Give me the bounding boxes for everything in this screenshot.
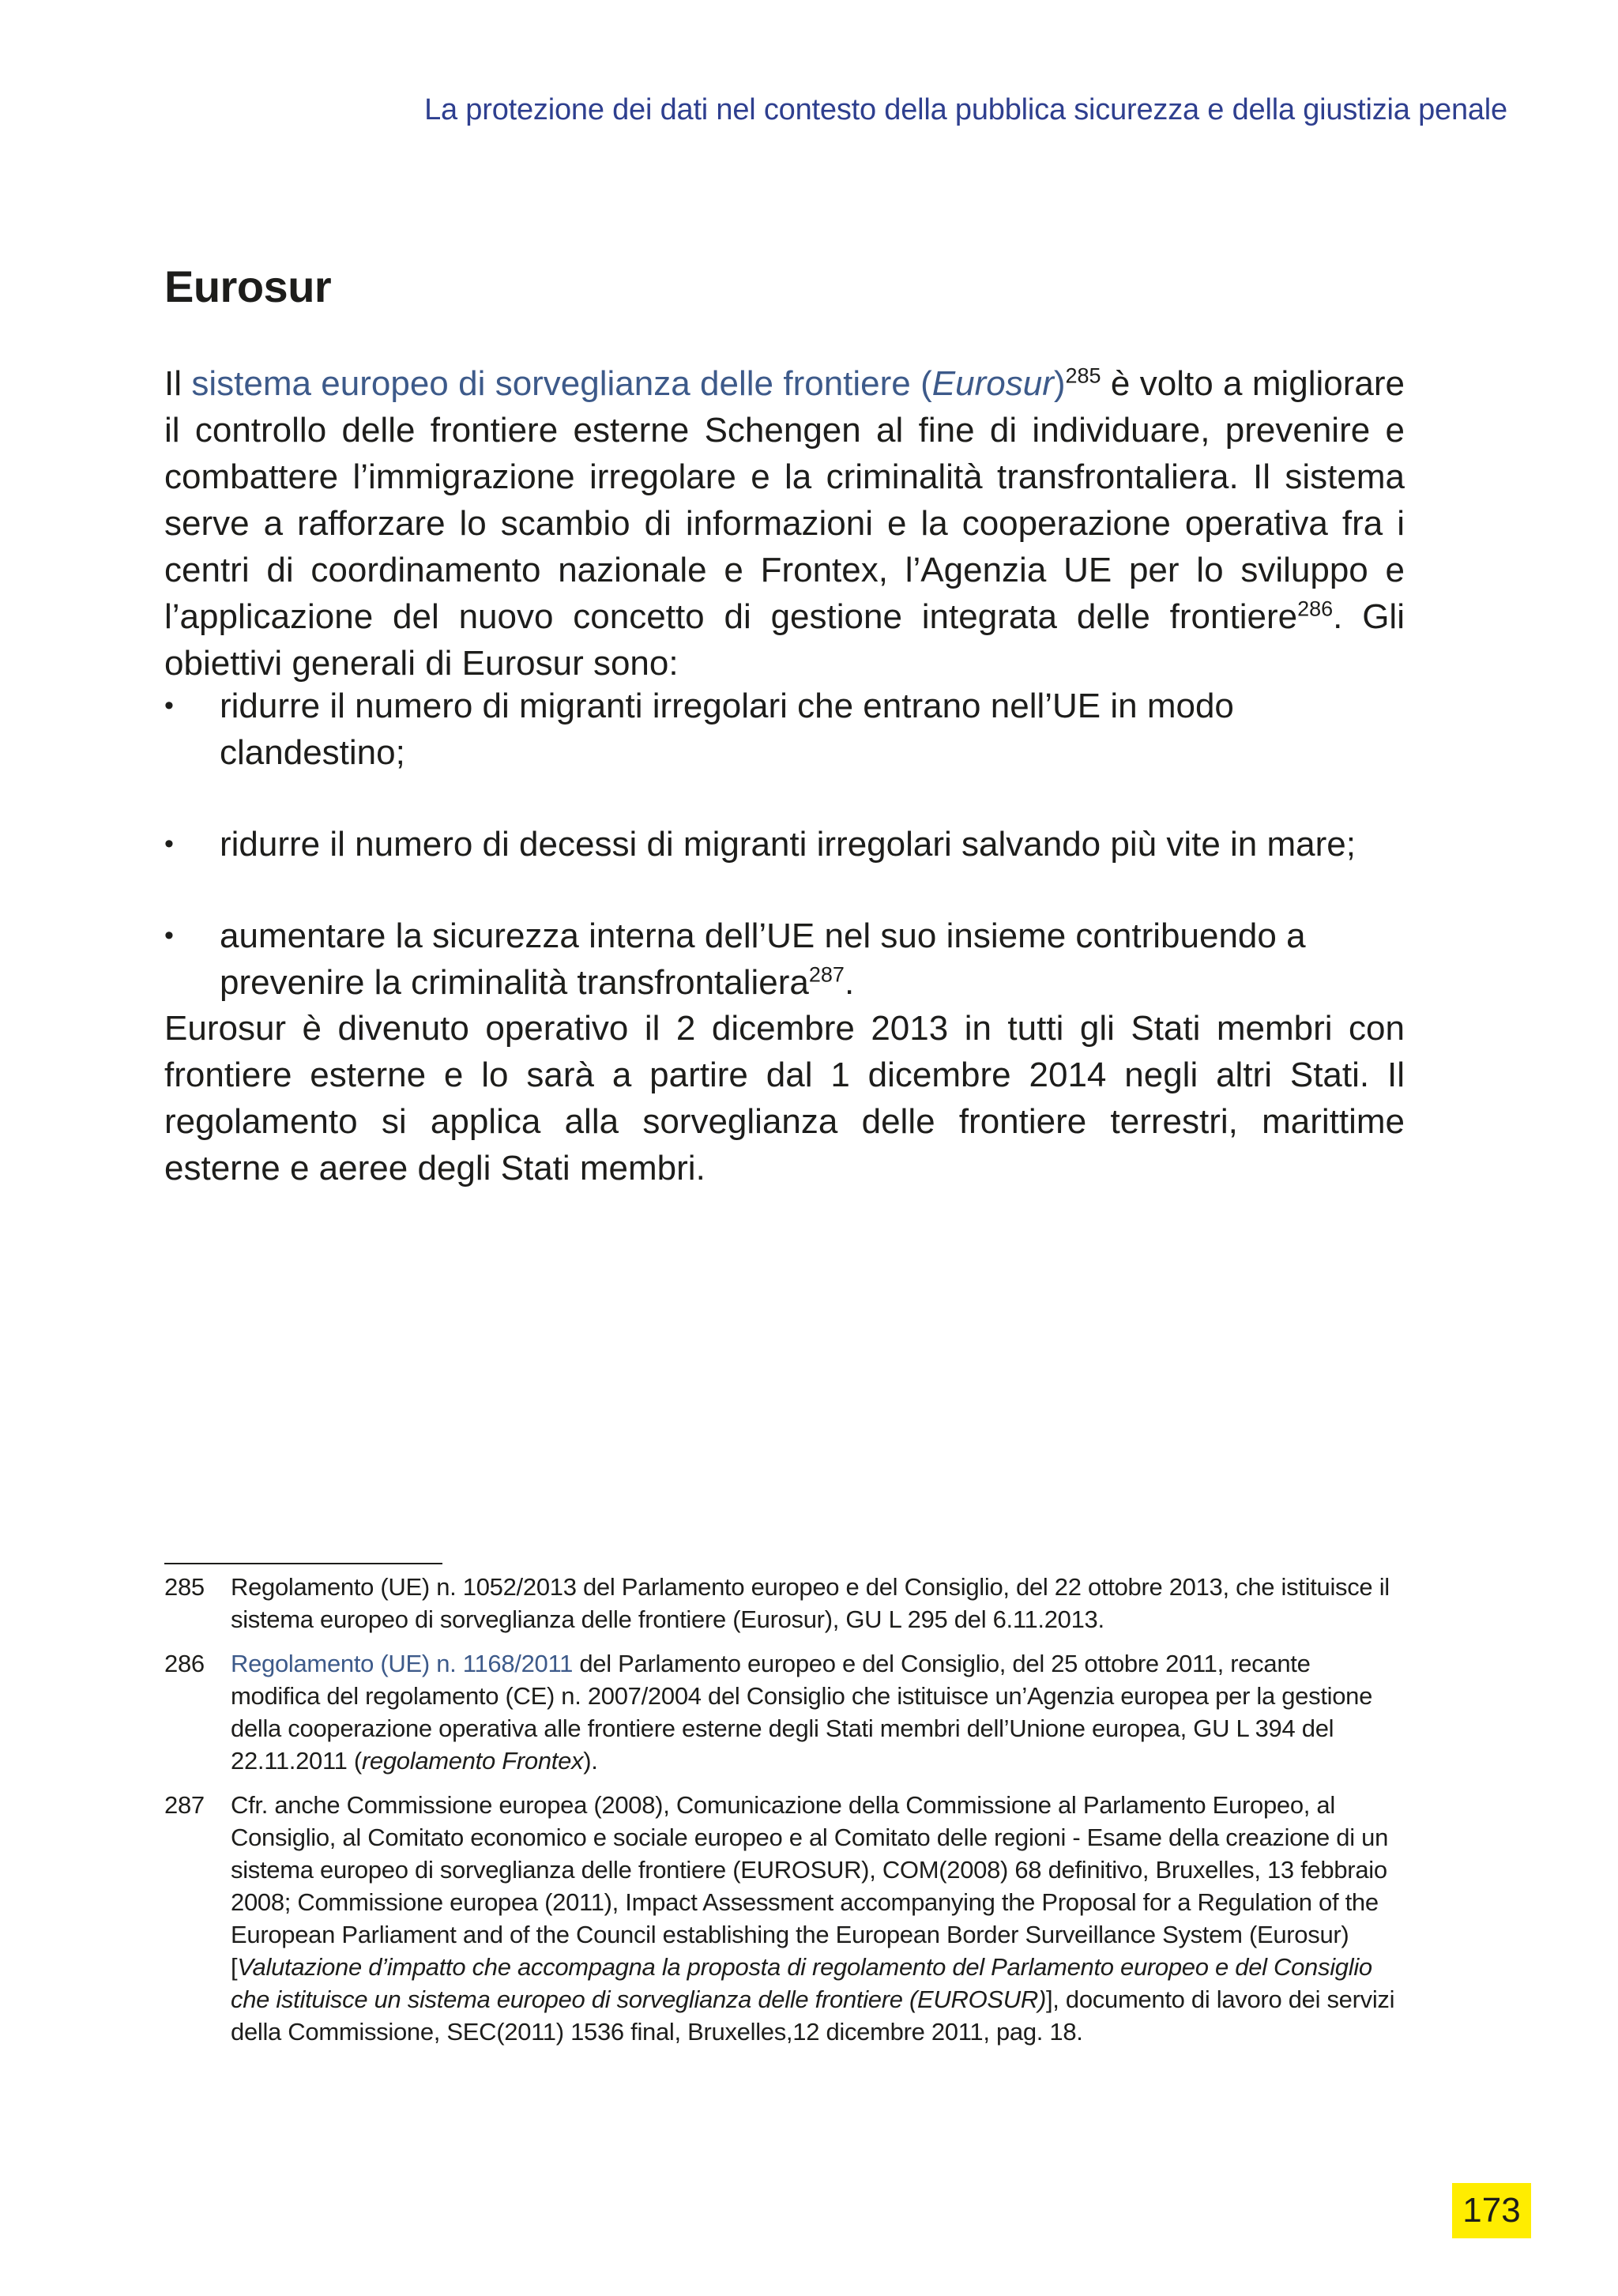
footnote-287 xyxy=(164,1789,1397,2048)
footnote-text: Regolamento (UE) n. 1052/2013 del Parlamento europeo e del Consiglio, del 22 ottobre 2013, che istituisce il sistema europeo di sorveglianza delle frontiere (Eurosur), GU L 295 del 6.11.2013. xyxy=(231,1573,1390,1633)
footnote-285 xyxy=(164,1571,1397,1635)
objectives-list xyxy=(164,683,1405,1051)
objective-text-3-end: . xyxy=(844,963,855,1002)
footnote-ref-287[interactable]: 287 xyxy=(808,962,845,987)
running-header: La protezione dei dati nel contesto della pubblica sicurezza e della giustizia penale xyxy=(424,93,1507,126)
eurosur-link-text: sistema europeo di sorveglianza delle frontiere ( xyxy=(191,364,932,403)
footnote-text: del Parlamento europeo e del Consiglio, del 25 ottobre 2011, recante modifica del regolamento (CE) n. 2007/2004 del Consiglio che istituisce un’Agenzia europea per la gestione della cooperazione operativa alle frontiere esterne degli Stati membri dell’Unione europea, GU L 394 del 22.11.2011 ( xyxy=(231,1650,1373,1775)
section-title: Eurosur xyxy=(164,262,332,311)
objective-text-2: ridurre il numero di decessi di migranti irregolari salvando più vite in mare; xyxy=(220,825,1356,864)
operational-paragraph: Eurosur è divenuto operativo il 2 dicembre 2013 in tutti gli Stati membri con frontiere esterne e lo sarà a partire dal 1 dicembre 2014 negli altri Stati. Il regolamento si applica alla sorveglianza delle frontiere terrestri, marittime esterne e aeree degli Stati membri. xyxy=(164,1009,1405,1188)
eurosur-link-close: ) xyxy=(1053,364,1066,403)
footnote-ref-285[interactable]: 285 xyxy=(1065,363,1101,388)
footnote-divider xyxy=(164,1563,442,1564)
regulation-1168-link[interactable]: Regolamento (UE) n. 1168/2011 xyxy=(231,1650,574,1677)
eurosur-link-italic: Eurosur xyxy=(931,364,1054,403)
bullet-icon: • xyxy=(164,920,174,950)
footnote-italic: Valutazione d’impatto che accompagna la proposta di regolamento del Parlamento europeo e del Consiglio che istituisce un sistema europeo di sorveglianza delle frontiere (EUROSUR) xyxy=(231,1953,1372,2013)
footnote-ref-286[interactable]: 286 xyxy=(1297,597,1334,621)
page-number-badge: 173 xyxy=(1452,2183,1531,2238)
footnote-text: Cfr. anche Commissione europea (2008), Comunicazione della Commissione al Parlamento Europeo, al Consiglio, al Comitato economico e sociale europeo e al Comitato delle regioni - Esame della creazione di un sistema europeo di sorveglianza delle frontiere (EUROSUR), COM(2008) 68 definitivo, Bruxelles, 13 febbraio 2008; Commissione europea (2011), Impact Assessment accompanying the Proposal for a Regulation of the European Parliament and of the Council establishing the European Border Surveillance System (Eurosur) [ xyxy=(231,1791,1389,1981)
footnote-number: 286 xyxy=(164,1650,205,1677)
footnotes xyxy=(164,1571,1397,2060)
footnote-286 xyxy=(164,1647,1397,1777)
eurosur-link[interactable] xyxy=(191,364,1065,403)
objective-text-1: ridurre il numero di migranti irregolari che entrano nell’UE in modo clandestino; xyxy=(220,687,1234,772)
footnote-end: ). xyxy=(583,1747,598,1775)
footnote-number: 287 xyxy=(164,1791,205,1819)
list-item xyxy=(164,683,1405,776)
footnote-italic: regolamento Frontex xyxy=(361,1747,584,1775)
intro-lead: Il xyxy=(164,364,192,403)
bullet-icon: • xyxy=(164,691,174,721)
footnote-end: ], documento di lavoro dei servizi della Commissione, SEC(2011) 1536 final, Bruxelles,12 dicembre 2011, pag. 18. xyxy=(231,1985,1395,2046)
list-item xyxy=(164,821,1405,868)
bullet-icon: • xyxy=(164,829,174,859)
intro-text-1: è volto a migliorare il controllo delle frontiere esterne Schengen al fine di individuare, prevenire e combattere l’immigrazione irregolare e la criminalità transfrontaliera. Il sistema serve a rafforzare lo scambio di informazioni e la cooperazione operativa fra i centri di coordinamento nazionale e Frontex, l’Agenzia UE per lo sviluppo e l’applicazione del nuovo concetto di gestione integrata delle frontiere xyxy=(164,364,1405,636)
footnote-number: 285 xyxy=(164,1573,205,1601)
list-item xyxy=(164,913,1405,1006)
intro-text-2: . Gli obiettivi generali di Eurosur sono: xyxy=(164,597,1405,683)
intro-paragraph xyxy=(164,360,1405,687)
objective-text-3: aumentare la sicurezza interna dell’UE nel suo insieme contribuendo a prevenire la criminalità transfrontaliera xyxy=(220,917,1306,1002)
